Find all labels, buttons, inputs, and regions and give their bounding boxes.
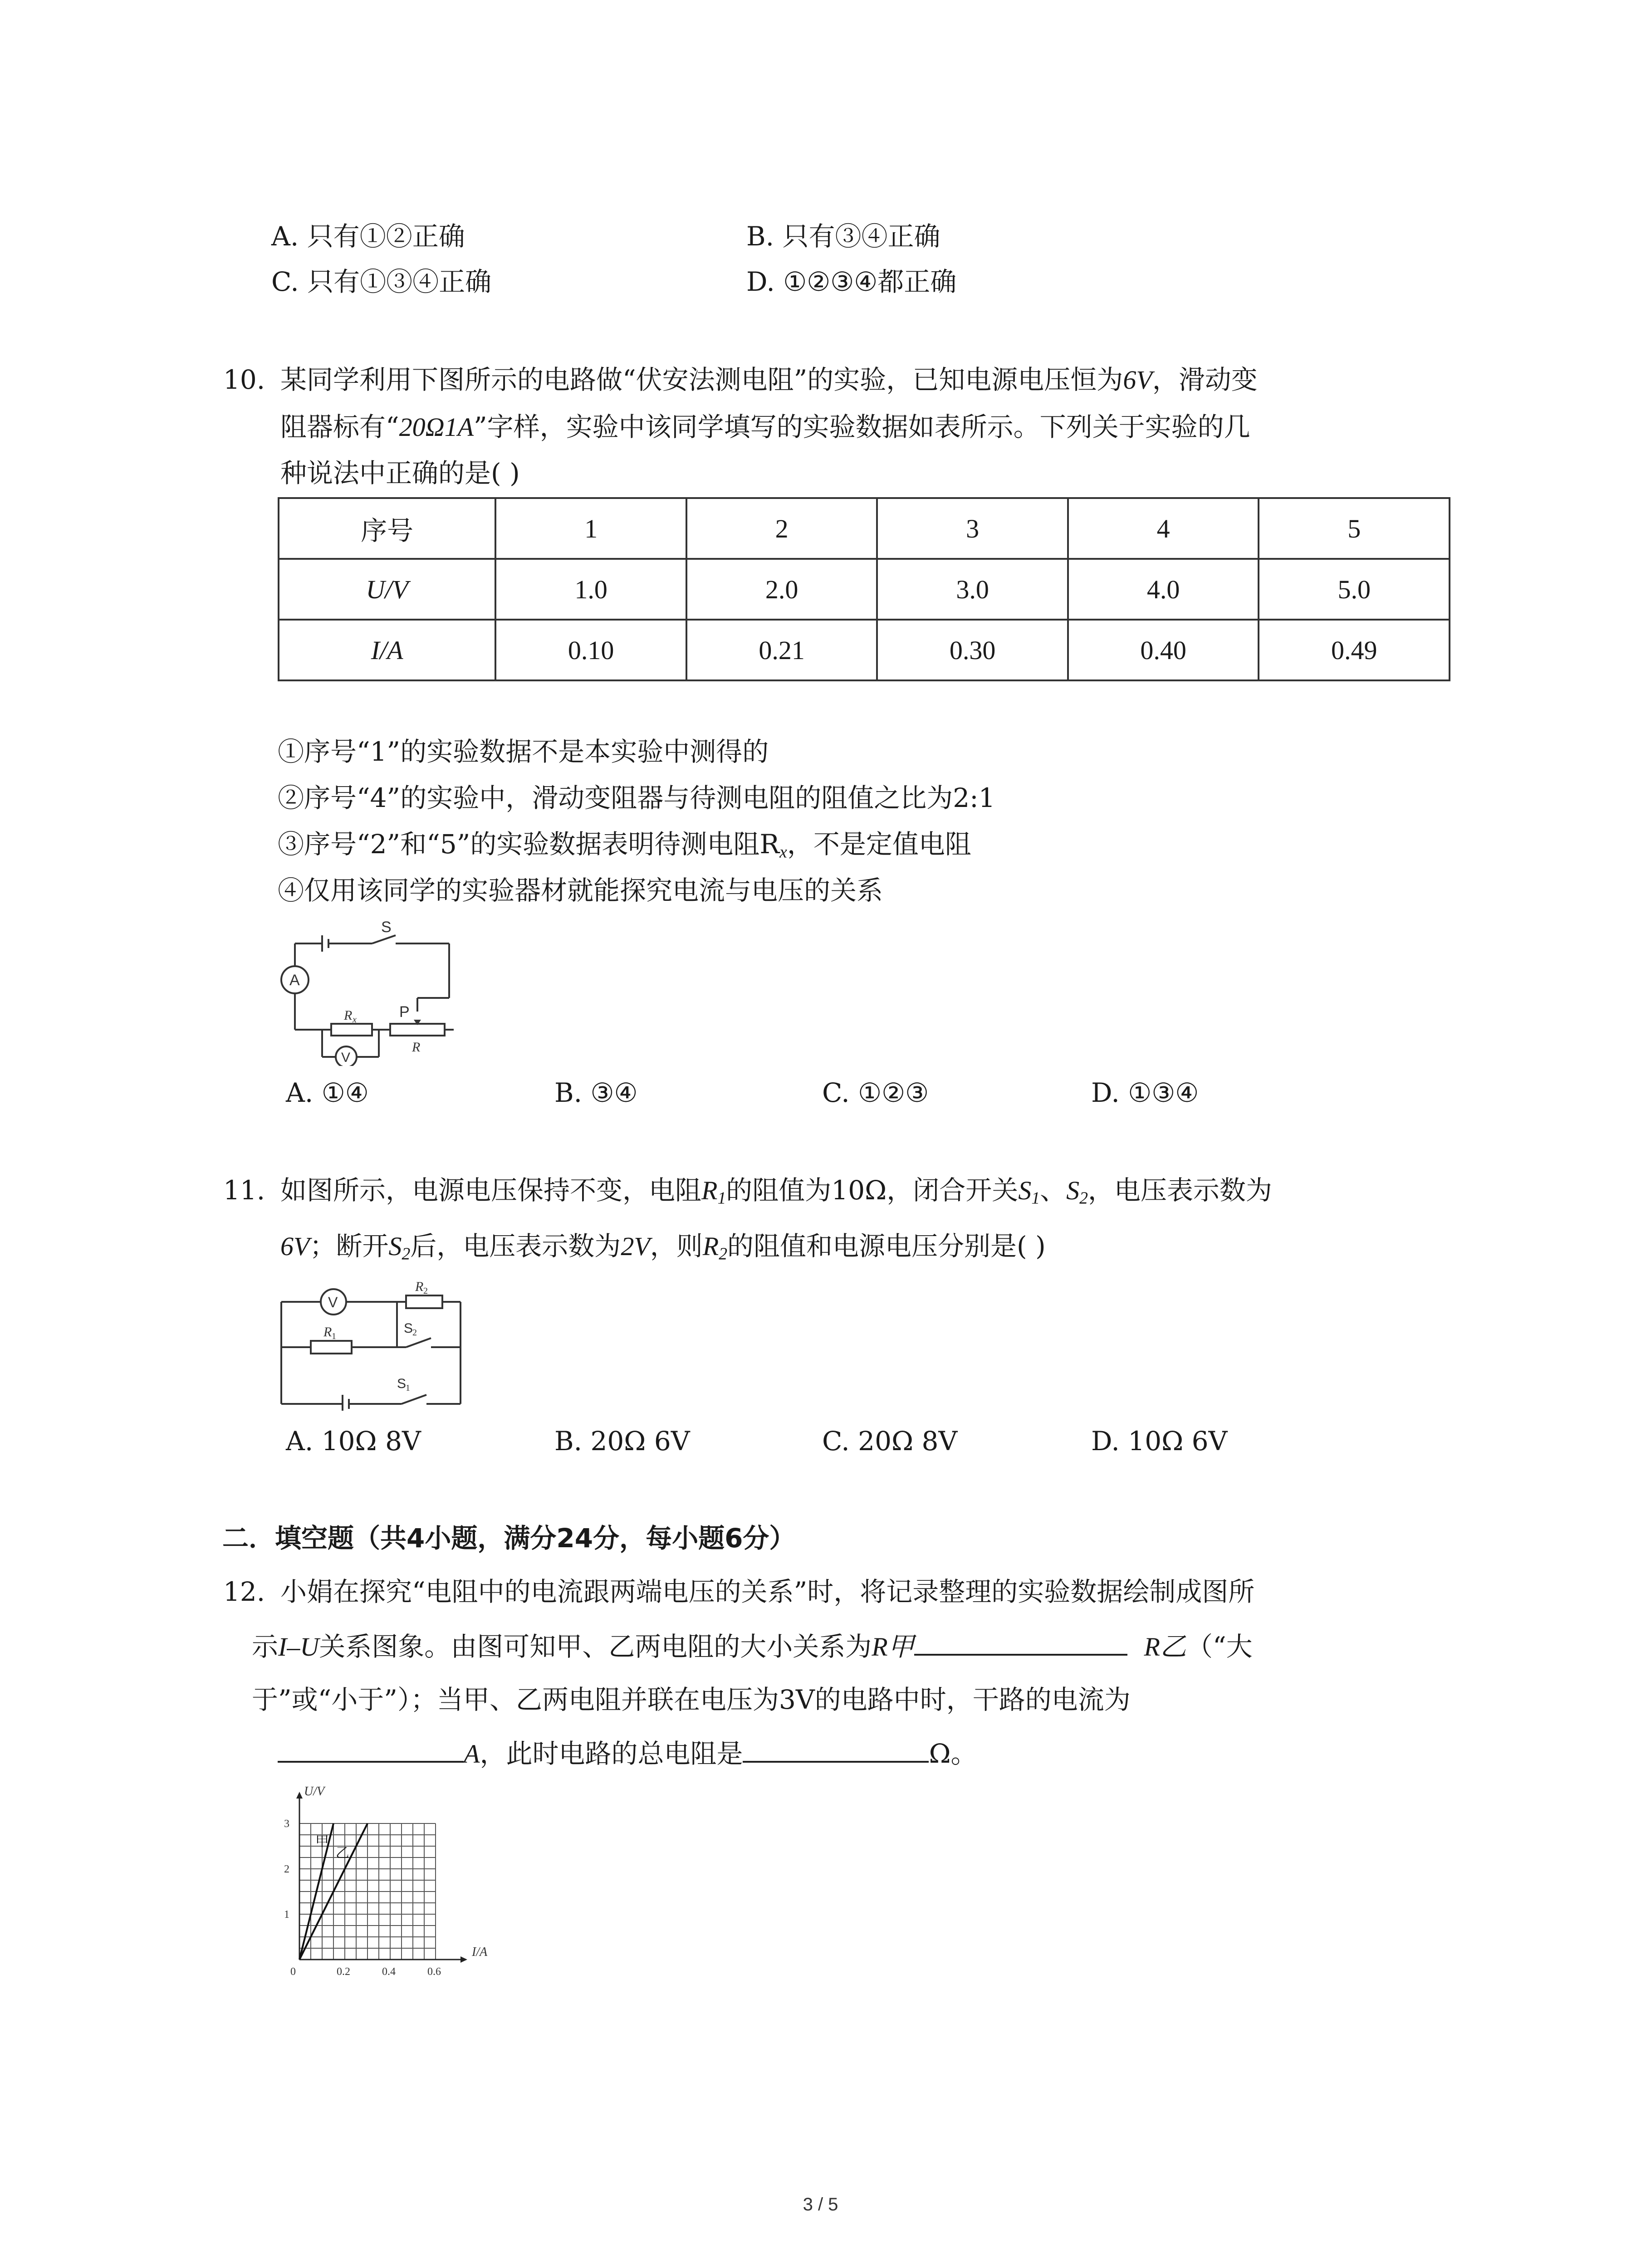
q10-option-c: C. ①②③ [822, 1077, 929, 1108]
circuit-label-rheostat: R [412, 1040, 421, 1055]
answer-blank-2[interactable] [278, 1740, 464, 1763]
q11-option-b: B. 20Ω 6V [554, 1426, 690, 1457]
table-cell: U/V [279, 559, 495, 620]
chart-ticks [284, 1818, 441, 1978]
section-2-title: 二．填空题（共4小题，满分24分，每小题6分） [222, 1523, 796, 1554]
table-cell: 3.0 [877, 559, 1068, 620]
circuit-label-voltmeter: V [328, 1294, 338, 1310]
table-cell: 5 [1259, 498, 1450, 559]
svg-text:2: 2 [423, 1286, 428, 1296]
table-cell: 2.0 [686, 559, 877, 620]
q10-circuit-diagram [277, 916, 458, 1066]
q10-data-table [278, 497, 1450, 681]
q10-statement-2: ②序号“4”的实验中，滑动变阻器与待测电阻的阻值之比为2:1 [278, 782, 995, 813]
q10-statement-4: ④仅用该同学的实验器材就能探究电流与电压的关系 [278, 875, 883, 906]
y-tick-label: 2 [284, 1863, 289, 1875]
q11-number: 11. [223, 1175, 265, 1206]
q10-line-1: 某同学利用下图所示的电路做“伏安法测电阻”的实验，已知电源电压恒为6V，滑动变 [280, 364, 1258, 395]
table-cell: 3 [877, 498, 1068, 559]
q11-circuit-diagram [279, 1275, 470, 1411]
table-cell: 0.40 [1068, 620, 1259, 680]
q12-iu-chart [272, 1778, 499, 1978]
q11-option-d: D. 10Ω 6V [1091, 1426, 1228, 1457]
table-cell: 0.49 [1259, 620, 1450, 680]
table-cell: I/A [279, 620, 495, 680]
svg-text:1: 1 [332, 1331, 336, 1341]
q10-number: 10. [223, 364, 265, 395]
svg-text:2: 2 [412, 1328, 417, 1338]
prev-option-b: B. 只有③④正确 [746, 221, 941, 252]
circuit-label-rx-sub: x [353, 1015, 357, 1025]
page-number: 3 / 5 [803, 2195, 838, 2214]
prev-option-d: D. ①②③④都正确 [746, 266, 957, 297]
y-axis-arrow [296, 1792, 303, 1799]
table-cell: 4 [1068, 498, 1259, 559]
q11-option-c: C. 20Ω 8V [822, 1426, 958, 1457]
q10-option-b: B. ③④ [554, 1077, 638, 1108]
q10-line-2: 阻器标有“20Ω1A”字样，实验中该同学填写的实验数据如表所示。下列关于实验的几 [280, 411, 1250, 442]
x-tick-label: 0 [290, 1966, 296, 1978]
x-tick-label: 0.6 [427, 1966, 441, 1978]
svg-text:1: 1 [406, 1383, 410, 1393]
q12-line-3: 于”或“小于”）；当甲、乙两电阻并联在电压为3V的电路中时，干路的电流为 [252, 1684, 1131, 1715]
circuit-label-r2: R [415, 1279, 424, 1294]
chart-y-axis-label: U/V [304, 1784, 325, 1799]
y-tick-label: 3 [284, 1818, 289, 1830]
circuit-label-s1: S [397, 1376, 407, 1391]
series-label: 甲 [315, 1834, 329, 1850]
circuit-label-ammeter: A [289, 972, 300, 989]
series-label: 乙 [336, 1845, 349, 1861]
circuit-label-switch: S [381, 919, 392, 936]
q10-statement-3: ③序号“2”和“5”的实验数据表明待测电阻$R_x$，不是定值电阻 [278, 829, 971, 862]
circuit-label-r1: R [323, 1325, 332, 1339]
answer-blank-3[interactable] [743, 1740, 929, 1763]
circuit-label-voltmeter: V [341, 1050, 351, 1065]
table-cell: 5.0 [1259, 559, 1450, 620]
x-tick-label: 0.2 [337, 1966, 350, 1978]
table-cell: 0.10 [495, 620, 686, 680]
table-row [279, 620, 1450, 680]
q12-line-1: 小娟在探究“电阻中的电流跟两端电压的关系”时，将记录整理的实验数据绘制成图所 [280, 1576, 1255, 1607]
circuit-label-s2: S [404, 1321, 413, 1336]
table-cell: 0.30 [877, 620, 1068, 680]
table-cell: 2 [686, 498, 877, 559]
q11-line-1: 如图所示，电源电压保持不变，电阻$R_1$的阻值为10Ω，闭合开关$S_1$、$S_2$，电压表示数为 [280, 1175, 1272, 1208]
answer-blank-1[interactable] [914, 1633, 1127, 1656]
q10-line-3: 种说法中正确的是( ) [280, 458, 520, 489]
q10-option-d: D. ①③④ [1091, 1077, 1199, 1108]
table-cell: 0.21 [686, 620, 877, 680]
table-row [279, 498, 1450, 559]
q10-option-a: A. ①④ [286, 1077, 369, 1108]
table-row [279, 559, 1450, 620]
x-axis-arrow [460, 1956, 467, 1963]
q11-option-a: A. 10Ω 8V [286, 1426, 421, 1457]
circuit-label-slider: P [399, 1003, 410, 1021]
prev-option-c: C. 只有①③④正确 [271, 266, 492, 297]
q12-line-4: A，此时电路的总电阻是 Ω。 [278, 1740, 977, 1767]
q10-statement-1: ①序号“1”的实验数据不是本实验中测得的 [278, 736, 769, 767]
q12-line-2: 示I–U关系图象。由图可知甲、乙两电阻的大小关系为R甲 R乙（“大 [252, 1631, 1253, 1662]
table-cell: 4.0 [1068, 559, 1259, 620]
q12-number: 12. [223, 1576, 265, 1607]
x-tick-label: 0.4 [382, 1966, 396, 1978]
prev-option-a: A. 只有①②正确 [271, 221, 465, 252]
table-cell: 1.0 [495, 559, 686, 620]
table-cell: 序号 [279, 498, 495, 559]
y-tick-label: 1 [284, 1909, 289, 1921]
table-cell: 1 [495, 498, 686, 559]
chart-x-axis-label: I/A [472, 1945, 488, 1959]
q11-line-2: 6V；断开$S_2$后，电压表示数为2V，则$R_2$的阻值和电源电压分别是( ) [280, 1231, 1046, 1264]
circuit-label-rx: R [344, 1008, 353, 1023]
